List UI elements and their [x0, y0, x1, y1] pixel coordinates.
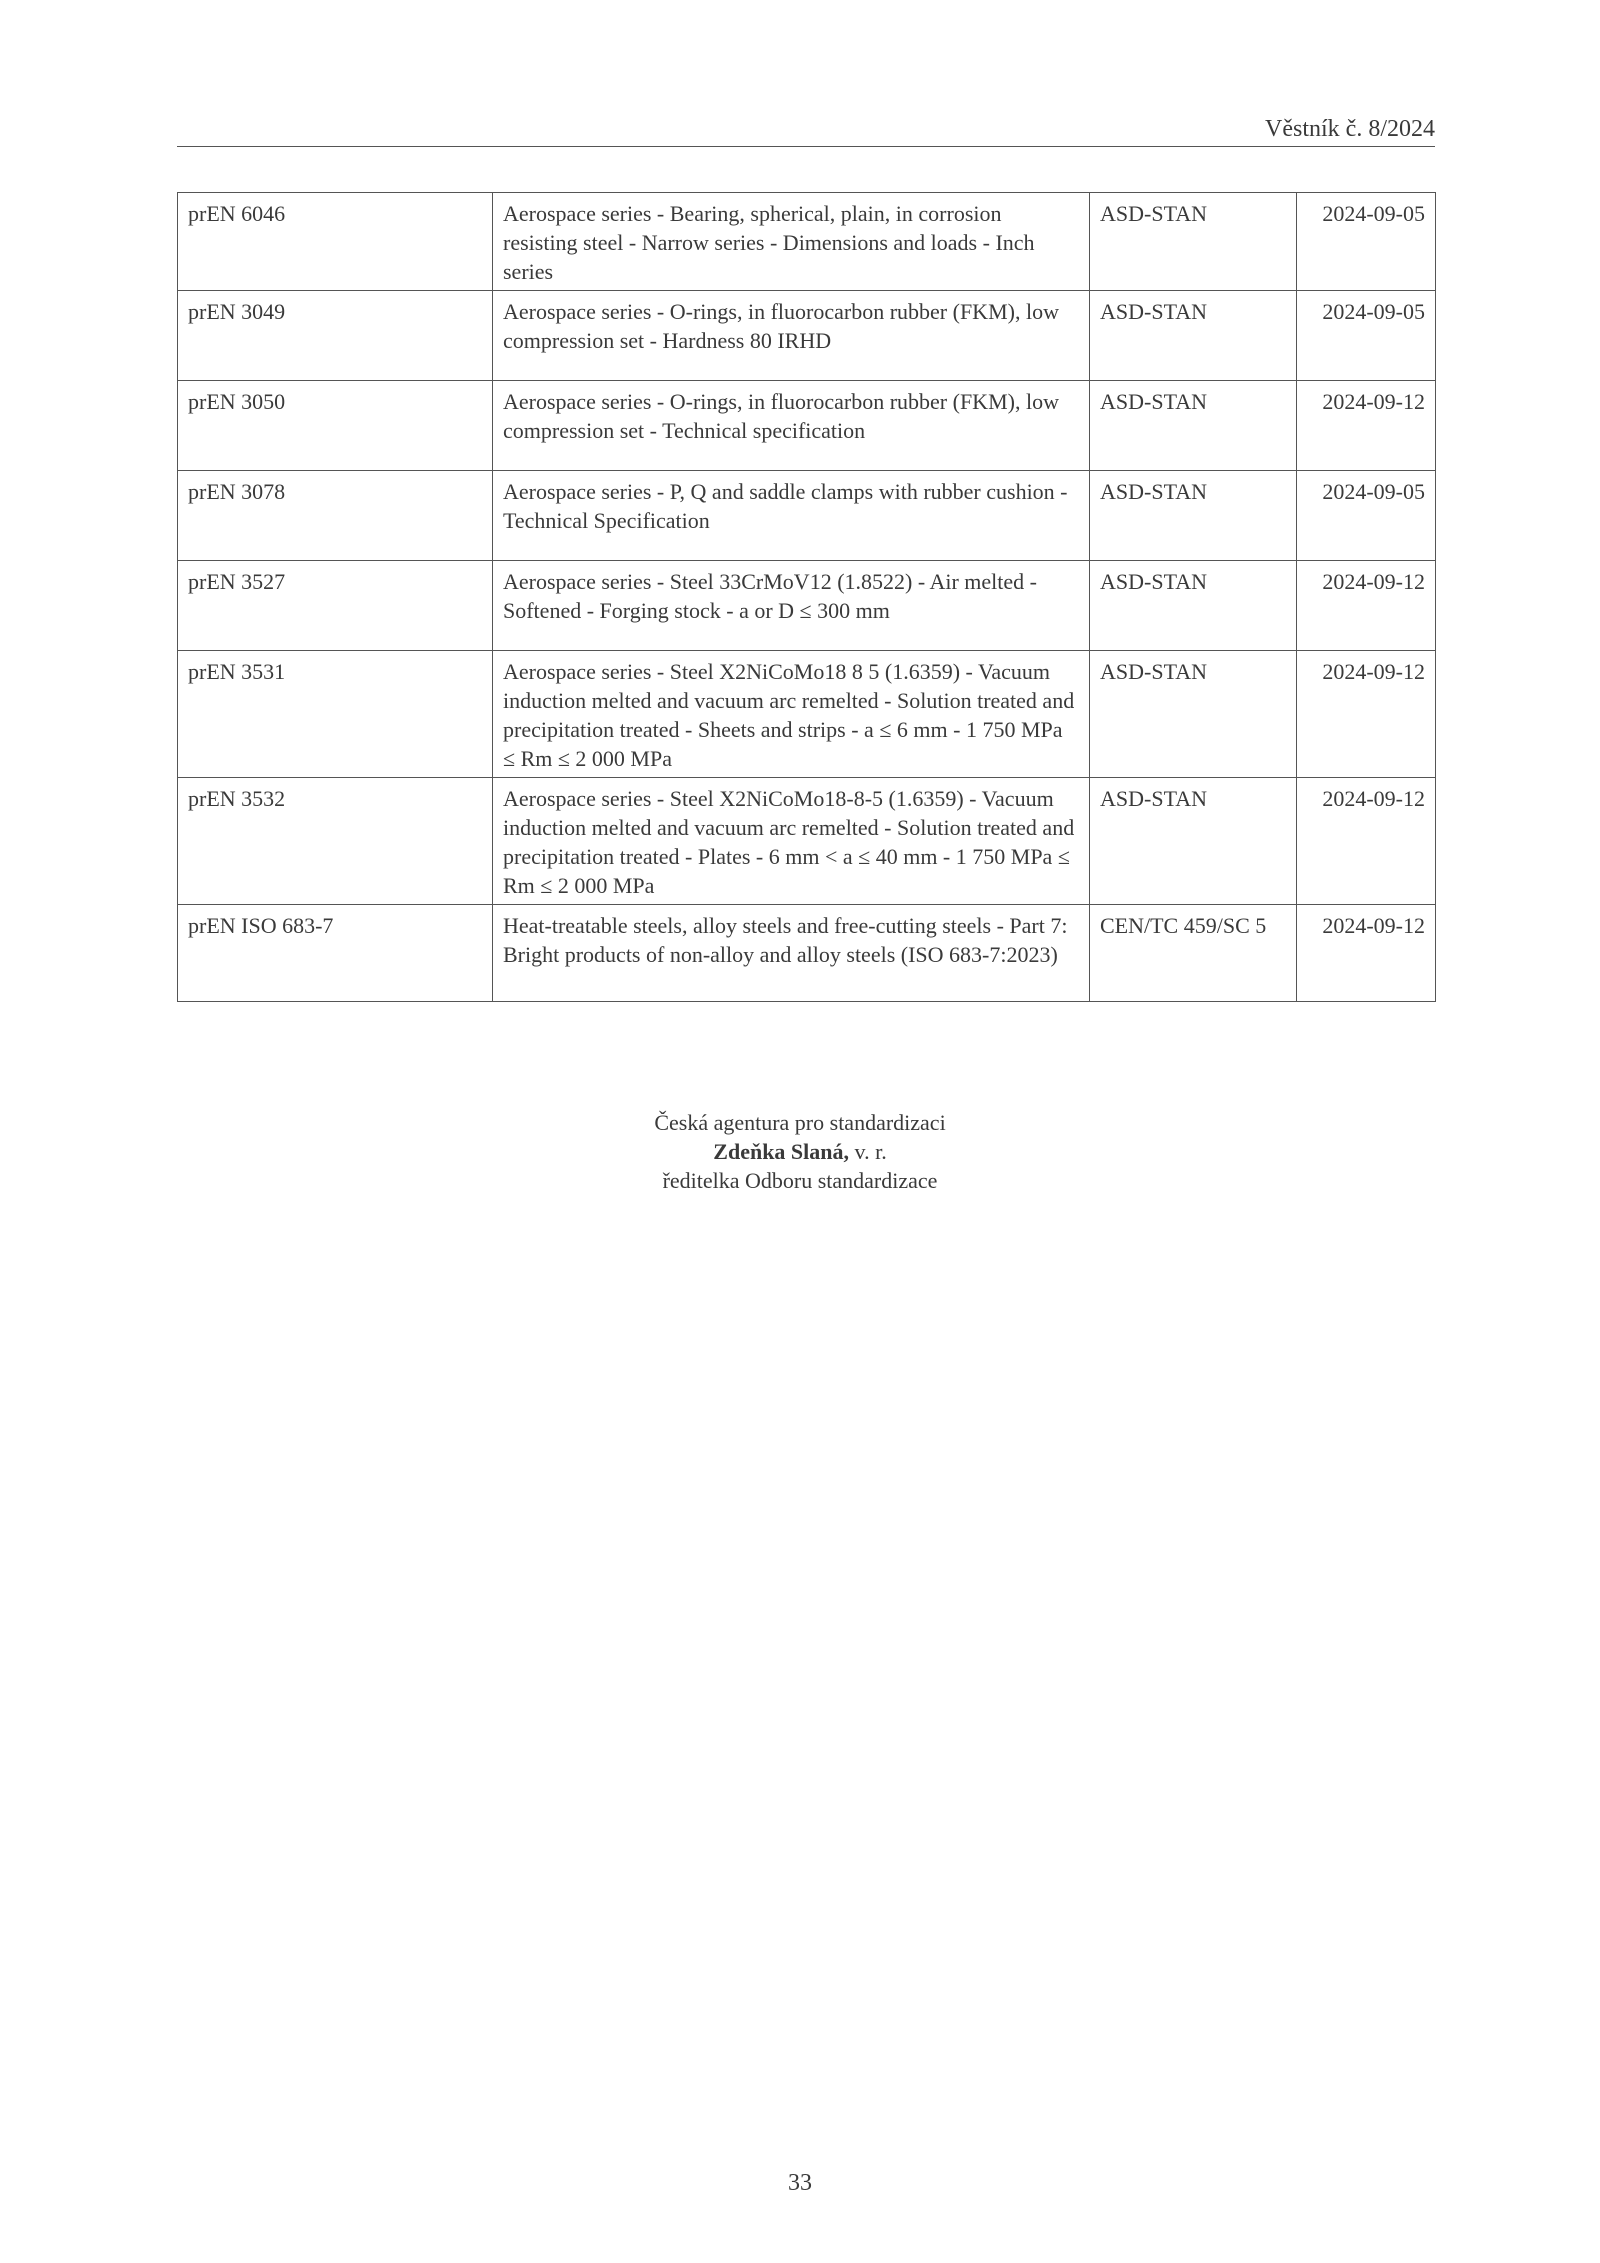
- standard-body: ASD-STAN: [1090, 651, 1297, 778]
- standard-date: 2024-09-05: [1297, 291, 1436, 381]
- page-header: [177, 112, 1435, 147]
- signatory-role: ředitelka Odboru standardizace: [662, 1168, 938, 1193]
- standard-date: 2024-09-05: [1297, 193, 1436, 291]
- standard-code: prEN 6046: [178, 193, 493, 291]
- standard-code: prEN 3050: [178, 381, 493, 471]
- standard-title: Aerospace series - Bearing, spherical, plain, in corrosion resisting steel - Narrow series - Dimensions and loads - Inch series: [493, 193, 1090, 291]
- standard-title: Heat-treatable steels, alloy steels and free-cutting steels - Part 7: Bright products of non-alloy and alloy steels (ISO 683-7:2023): [493, 905, 1090, 1002]
- standard-date: 2024-09-12: [1297, 561, 1436, 651]
- table-row: [178, 778, 1436, 905]
- standard-body: ASD-STAN: [1090, 193, 1297, 291]
- standard-date: 2024-09-12: [1297, 778, 1436, 905]
- standard-body: ASD-STAN: [1090, 291, 1297, 381]
- standard-title: Aerospace series - O-rings, in fluorocarbon rubber (FKM), low compression set - Technical specification: [493, 381, 1090, 471]
- standard-code: prEN 3532: [178, 778, 493, 905]
- standard-title: Aerospace series - O-rings, in fluorocarbon rubber (FKM), low compression set - Hardness 80 IRHD: [493, 291, 1090, 381]
- table-row: [178, 193, 1436, 291]
- standard-code: prEN 3078: [178, 471, 493, 561]
- journal-title: Věstník č. 8/2024: [1265, 116, 1435, 142]
- standard-title: Aerospace series - Steel X2NiCoMo18 8 5 (1.6359) - Vacuum induction melted and vacuum arc remelted - Solution treated and precipitation treated - Sheets and strips - a ≤ 6 mm - 1 750 MPa ≤ Rm ≤ 2 000 MPa: [493, 651, 1090, 778]
- table-row: [178, 381, 1436, 471]
- standard-title: Aerospace series - P, Q and saddle clamps with rubber cushion - Technical Specification: [493, 471, 1090, 561]
- standard-date: 2024-09-12: [1297, 651, 1436, 778]
- table-row: [178, 471, 1436, 561]
- standard-body: ASD-STAN: [1090, 381, 1297, 471]
- table-row: [178, 651, 1436, 778]
- standards-table: [177, 192, 1436, 1002]
- signature-block: [0, 1108, 1600, 1195]
- standard-code: prEN ISO 683-7: [178, 905, 493, 1002]
- standard-date: 2024-09-12: [1297, 381, 1436, 471]
- standard-title: Aerospace series - Steel X2NiCoMo18-8-5 (1.6359) - Vacuum induction melted and vacuum arc remelted - Solution treated and precipitation treated - Plates - 6 mm < a ≤ 40 mm - 1 750 MPa ≤ Rm ≤ 2 000 MPa: [493, 778, 1090, 905]
- standard-body: ASD-STAN: [1090, 471, 1297, 561]
- standard-date: 2024-09-05: [1297, 471, 1436, 561]
- agency-name: Česká agentura pro standardizaci: [654, 1110, 946, 1135]
- signatory-name: Zdeňka Slaná,: [713, 1139, 850, 1164]
- standard-title: Aerospace series - Steel 33CrMoV12 (1.8522) - Air melted - Softened - Forging stock - a or D ≤ 300 mm: [493, 561, 1090, 651]
- standard-code: prEN 3527: [178, 561, 493, 651]
- standard-date: 2024-09-12: [1297, 905, 1436, 1002]
- standard-code: prEN 3049: [178, 291, 493, 381]
- standard-body: CEN/TC 459/SC 5: [1090, 905, 1297, 1002]
- signatory-line: [0, 1137, 1600, 1166]
- standard-body: ASD-STAN: [1090, 778, 1297, 905]
- page-number: 33: [788, 2170, 812, 2196]
- table-row: [178, 561, 1436, 651]
- table-row: [178, 291, 1436, 381]
- standard-body: ASD-STAN: [1090, 561, 1297, 651]
- table-row: [178, 905, 1436, 1002]
- signatory-suffix: v. r.: [849, 1139, 887, 1164]
- standard-code: prEN 3531: [178, 651, 493, 778]
